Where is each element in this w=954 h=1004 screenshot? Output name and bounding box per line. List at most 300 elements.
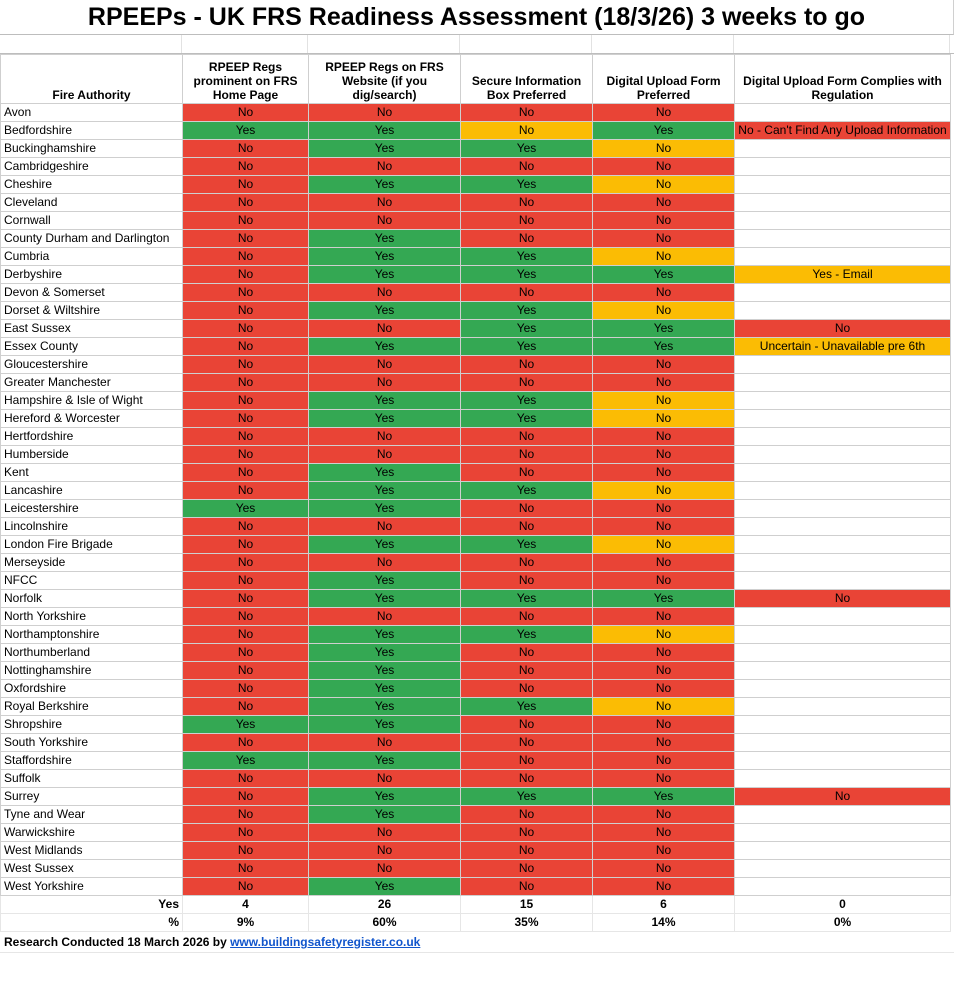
upload-form-cell[interactable]: No bbox=[593, 644, 735, 662]
fire-authority-cell[interactable]: East Sussex bbox=[1, 320, 183, 338]
home-page-cell[interactable]: No bbox=[183, 446, 309, 464]
complies-cell[interactable] bbox=[735, 680, 951, 698]
website-cell[interactable]: No bbox=[309, 428, 461, 446]
fire-authority-cell[interactable]: West Sussex bbox=[1, 860, 183, 878]
website-cell[interactable]: No bbox=[309, 356, 461, 374]
percent-value[interactable]: 60% bbox=[309, 914, 461, 932]
percent-label[interactable]: % bbox=[1, 914, 183, 932]
fire-authority-cell[interactable]: Oxfordshire bbox=[1, 680, 183, 698]
fire-authority-cell[interactable]: Lancashire bbox=[1, 482, 183, 500]
upload-form-cell[interactable]: No bbox=[593, 878, 735, 896]
home-page-cell[interactable]: No bbox=[183, 212, 309, 230]
fire-authority-cell[interactable]: Suffolk bbox=[1, 770, 183, 788]
info-box-cell[interactable]: No bbox=[461, 662, 593, 680]
info-box-cell[interactable]: Yes bbox=[461, 302, 593, 320]
website-cell[interactable]: Yes bbox=[309, 788, 461, 806]
header-upload-form[interactable]: Digital Upload Form Preferred bbox=[593, 55, 735, 104]
complies-cell[interactable] bbox=[735, 518, 951, 536]
info-box-cell[interactable]: No bbox=[461, 842, 593, 860]
complies-cell[interactable]: Uncertain - Unavailable pre 6th bbox=[735, 338, 951, 356]
complies-cell[interactable] bbox=[735, 176, 951, 194]
website-cell[interactable]: Yes bbox=[309, 248, 461, 266]
home-page-cell[interactable]: No bbox=[183, 842, 309, 860]
info-box-cell[interactable]: No bbox=[461, 230, 593, 248]
home-page-cell[interactable]: No bbox=[183, 284, 309, 302]
home-page-cell[interactable]: No bbox=[183, 806, 309, 824]
upload-form-cell[interactable]: No bbox=[593, 428, 735, 446]
complies-cell[interactable] bbox=[735, 770, 951, 788]
info-box-cell[interactable]: No bbox=[461, 716, 593, 734]
complies-cell[interactable] bbox=[735, 104, 951, 122]
website-cell[interactable]: No bbox=[309, 104, 461, 122]
info-box-cell[interactable]: No bbox=[461, 374, 593, 392]
info-box-cell[interactable]: No bbox=[461, 212, 593, 230]
home-page-cell[interactable]: No bbox=[183, 536, 309, 554]
fire-authority-cell[interactable]: Kent bbox=[1, 464, 183, 482]
website-cell[interactable]: Yes bbox=[309, 572, 461, 590]
fire-authority-cell[interactable]: Hertfordshire bbox=[1, 428, 183, 446]
home-page-cell[interactable]: No bbox=[183, 698, 309, 716]
complies-cell[interactable] bbox=[735, 860, 951, 878]
complies-cell[interactable] bbox=[735, 806, 951, 824]
yes-count[interactable]: 4 bbox=[183, 896, 309, 914]
fire-authority-cell[interactable]: Norfolk bbox=[1, 590, 183, 608]
website-cell[interactable]: Yes bbox=[309, 752, 461, 770]
home-page-cell[interactable]: No bbox=[183, 176, 309, 194]
fire-authority-cell[interactable]: Devon & Somerset bbox=[1, 284, 183, 302]
info-box-cell[interactable]: Yes bbox=[461, 320, 593, 338]
upload-form-cell[interactable]: No bbox=[593, 194, 735, 212]
fire-authority-cell[interactable]: Gloucestershire bbox=[1, 356, 183, 374]
fire-authority-cell[interactable]: Cheshire bbox=[1, 176, 183, 194]
percent-value[interactable]: 0% bbox=[735, 914, 951, 932]
complies-cell[interactable] bbox=[735, 446, 951, 464]
upload-form-cell[interactable]: Yes bbox=[593, 590, 735, 608]
fire-authority-cell[interactable]: Tyne and Wear bbox=[1, 806, 183, 824]
home-page-cell[interactable]: No bbox=[183, 734, 309, 752]
home-page-cell[interactable]: No bbox=[183, 194, 309, 212]
upload-form-cell[interactable]: No bbox=[593, 518, 735, 536]
fire-authority-cell[interactable]: Northamptonshire bbox=[1, 626, 183, 644]
info-box-cell[interactable]: Yes bbox=[461, 338, 593, 356]
upload-form-cell[interactable]: No bbox=[593, 608, 735, 626]
header-row bbox=[1, 55, 951, 104]
yes-count[interactable]: 15 bbox=[461, 896, 593, 914]
upload-form-cell[interactable]: No bbox=[593, 104, 735, 122]
info-box-cell[interactable]: No bbox=[461, 464, 593, 482]
home-page-cell[interactable]: No bbox=[183, 608, 309, 626]
home-page-cell[interactable]: No bbox=[183, 248, 309, 266]
home-page-cell[interactable]: Yes bbox=[183, 752, 309, 770]
upload-form-cell[interactable]: Yes bbox=[593, 338, 735, 356]
home-page-cell[interactable]: Yes bbox=[183, 122, 309, 140]
website-cell[interactable]: Yes bbox=[309, 122, 461, 140]
complies-cell[interactable] bbox=[735, 716, 951, 734]
website-cell[interactable]: No bbox=[309, 554, 461, 572]
info-box-cell[interactable]: No bbox=[461, 500, 593, 518]
complies-cell[interactable] bbox=[735, 392, 951, 410]
percent-value[interactable]: 14% bbox=[593, 914, 735, 932]
upload-form-cell[interactable]: No bbox=[593, 158, 735, 176]
home-page-cell[interactable]: No bbox=[183, 662, 309, 680]
complies-cell[interactable] bbox=[735, 194, 951, 212]
info-box-cell[interactable]: Yes bbox=[461, 248, 593, 266]
website-cell[interactable]: No bbox=[309, 194, 461, 212]
info-box-cell[interactable]: No bbox=[461, 356, 593, 374]
info-box-cell[interactable]: No bbox=[461, 644, 593, 662]
fire-authority-cell[interactable]: London Fire Brigade bbox=[1, 536, 183, 554]
home-page-cell[interactable]: No bbox=[183, 392, 309, 410]
info-box-cell[interactable]: No bbox=[461, 122, 593, 140]
info-box-cell[interactable]: No bbox=[461, 824, 593, 842]
fire-authority-cell[interactable]: South Yorkshire bbox=[1, 734, 183, 752]
website-cell[interactable]: Yes bbox=[309, 302, 461, 320]
upload-form-cell[interactable]: No bbox=[593, 572, 735, 590]
table-row bbox=[1, 104, 951, 122]
complies-cell[interactable] bbox=[735, 302, 951, 320]
website-cell[interactable]: Yes bbox=[309, 536, 461, 554]
website-cell[interactable]: No bbox=[309, 518, 461, 536]
complies-cell[interactable] bbox=[735, 140, 951, 158]
home-page-cell[interactable]: No bbox=[183, 878, 309, 896]
home-page-cell[interactable]: Yes bbox=[183, 716, 309, 734]
upload-form-cell[interactable]: No bbox=[593, 248, 735, 266]
upload-form-cell[interactable]: No bbox=[593, 446, 735, 464]
fire-authority-cell[interactable]: Humberside bbox=[1, 446, 183, 464]
fire-authority-cell[interactable]: Royal Berkshire bbox=[1, 698, 183, 716]
table-row bbox=[1, 338, 951, 356]
info-box-cell[interactable]: No bbox=[461, 608, 593, 626]
upload-form-cell[interactable]: No bbox=[593, 464, 735, 482]
fire-authority-cell[interactable]: Staffordshire bbox=[1, 752, 183, 770]
upload-form-cell[interactable]: No bbox=[593, 554, 735, 572]
website-cell[interactable]: No bbox=[309, 770, 461, 788]
complies-cell[interactable] bbox=[735, 500, 951, 518]
upload-form-cell[interactable]: No bbox=[593, 176, 735, 194]
info-box-cell[interactable]: No bbox=[461, 104, 593, 122]
info-box-cell[interactable]: No bbox=[461, 770, 593, 788]
home-page-cell[interactable]: No bbox=[183, 518, 309, 536]
complies-cell[interactable] bbox=[735, 248, 951, 266]
website-link[interactable]: www.buildingsafetyregister.co.uk bbox=[230, 935, 421, 949]
percent-value[interactable]: 35% bbox=[461, 914, 593, 932]
website-cell[interactable]: Yes bbox=[309, 644, 461, 662]
website-cell[interactable]: Yes bbox=[309, 806, 461, 824]
complies-cell[interactable] bbox=[735, 482, 951, 500]
website-cell[interactable]: Yes bbox=[309, 626, 461, 644]
fire-authority-cell[interactable]: Shropshire bbox=[1, 716, 183, 734]
upload-form-cell[interactable]: No bbox=[593, 824, 735, 842]
complies-cell[interactable] bbox=[735, 734, 951, 752]
info-box-cell[interactable]: Yes bbox=[461, 590, 593, 608]
upload-form-cell[interactable]: Yes bbox=[593, 122, 735, 140]
complies-cell[interactable] bbox=[735, 410, 951, 428]
complies-cell[interactable] bbox=[735, 428, 951, 446]
table-row bbox=[1, 230, 951, 248]
complies-cell[interactable] bbox=[735, 554, 951, 572]
info-box-cell[interactable]: No bbox=[461, 158, 593, 176]
complies-cell[interactable]: No bbox=[735, 788, 951, 806]
upload-form-cell[interactable]: No bbox=[593, 500, 735, 518]
complies-cell[interactable] bbox=[735, 752, 951, 770]
upload-form-cell[interactable]: No bbox=[593, 680, 735, 698]
info-box-cell[interactable]: Yes bbox=[461, 410, 593, 428]
table-row bbox=[1, 428, 951, 446]
header-fire-authority[interactable]: Fire Authority bbox=[1, 55, 183, 104]
percent-value[interactable]: 9% bbox=[183, 914, 309, 932]
home-page-cell[interactable]: No bbox=[183, 230, 309, 248]
home-page-cell[interactable]: No bbox=[183, 860, 309, 878]
upload-form-cell[interactable]: No bbox=[593, 284, 735, 302]
table-row bbox=[1, 284, 951, 302]
info-box-cell[interactable]: No bbox=[461, 860, 593, 878]
website-cell[interactable]: Yes bbox=[309, 590, 461, 608]
fire-authority-cell[interactable]: Derbyshire bbox=[1, 266, 183, 284]
fire-authority-cell[interactable]: Surrey bbox=[1, 788, 183, 806]
website-cell[interactable]: Yes bbox=[309, 680, 461, 698]
home-page-cell[interactable]: No bbox=[183, 374, 309, 392]
yes-count[interactable]: 6 bbox=[593, 896, 735, 914]
fire-authority-cell[interactable]: Cornwall bbox=[1, 212, 183, 230]
complies-cell[interactable] bbox=[735, 284, 951, 302]
complies-cell[interactable] bbox=[735, 644, 951, 662]
fire-authority-cell[interactable]: Dorset & Wiltshire bbox=[1, 302, 183, 320]
complies-cell[interactable] bbox=[735, 662, 951, 680]
website-cell[interactable]: Yes bbox=[309, 482, 461, 500]
table-row bbox=[1, 158, 951, 176]
info-box-cell[interactable]: Yes bbox=[461, 698, 593, 716]
table-row bbox=[1, 194, 951, 212]
footer-text: Research Conducted 18 March 2026 by bbox=[4, 935, 231, 949]
home-page-cell[interactable]: No bbox=[183, 158, 309, 176]
fire-authority-cell[interactable]: Leicestershire bbox=[1, 500, 183, 518]
info-box-cell[interactable]: No bbox=[461, 572, 593, 590]
home-page-cell[interactable]: No bbox=[183, 320, 309, 338]
website-cell[interactable]: No bbox=[309, 824, 461, 842]
table-row bbox=[1, 554, 951, 572]
fire-authority-cell[interactable]: Hampshire & Isle of Wight bbox=[1, 392, 183, 410]
info-box-cell[interactable]: Yes bbox=[461, 140, 593, 158]
fire-authority-cell[interactable]: Buckinghamshire bbox=[1, 140, 183, 158]
yes-label[interactable]: Yes bbox=[1, 896, 183, 914]
complies-cell[interactable] bbox=[735, 572, 951, 590]
home-page-cell[interactable]: No bbox=[183, 680, 309, 698]
website-cell[interactable]: No bbox=[309, 842, 461, 860]
website-cell[interactable]: Yes bbox=[309, 266, 461, 284]
upload-form-cell[interactable]: Yes bbox=[593, 788, 735, 806]
complies-cell[interactable] bbox=[735, 374, 951, 392]
info-box-cell[interactable]: No bbox=[461, 428, 593, 446]
table-row bbox=[1, 878, 951, 896]
info-box-cell[interactable]: No bbox=[461, 752, 593, 770]
website-cell[interactable]: No bbox=[309, 734, 461, 752]
table-row bbox=[1, 212, 951, 230]
home-page-cell[interactable]: No bbox=[183, 266, 309, 284]
info-box-cell[interactable]: Yes bbox=[461, 176, 593, 194]
table-row bbox=[1, 410, 951, 428]
readiness-table bbox=[0, 54, 951, 932]
complies-cell[interactable] bbox=[735, 230, 951, 248]
website-cell[interactable]: Yes bbox=[309, 230, 461, 248]
fire-authority-cell[interactable]: Avon bbox=[1, 104, 183, 122]
website-cell[interactable]: No bbox=[309, 212, 461, 230]
home-page-cell[interactable]: Yes bbox=[183, 500, 309, 518]
complies-cell[interactable] bbox=[735, 608, 951, 626]
info-box-cell[interactable]: Yes bbox=[461, 266, 593, 284]
upload-form-cell[interactable]: No bbox=[593, 140, 735, 158]
upload-form-cell[interactable]: No bbox=[593, 752, 735, 770]
fire-authority-cell[interactable]: Nottinghamshire bbox=[1, 662, 183, 680]
info-box-cell[interactable]: Yes bbox=[461, 482, 593, 500]
complies-cell[interactable] bbox=[735, 698, 951, 716]
upload-form-cell[interactable]: No bbox=[593, 356, 735, 374]
home-page-cell[interactable]: No bbox=[183, 356, 309, 374]
home-page-cell[interactable]: No bbox=[183, 302, 309, 320]
complies-cell[interactable] bbox=[735, 824, 951, 842]
upload-form-cell[interactable]: No bbox=[593, 698, 735, 716]
info-box-cell[interactable]: Yes bbox=[461, 392, 593, 410]
website-cell[interactable]: Yes bbox=[309, 878, 461, 896]
website-cell[interactable]: Yes bbox=[309, 392, 461, 410]
upload-form-cell[interactable]: No bbox=[593, 410, 735, 428]
website-cell[interactable]: No bbox=[309, 860, 461, 878]
info-box-cell[interactable]: Yes bbox=[461, 626, 593, 644]
blank-row bbox=[0, 35, 954, 54]
complies-cell[interactable] bbox=[735, 212, 951, 230]
complies-cell[interactable] bbox=[735, 878, 951, 896]
home-page-cell[interactable]: No bbox=[183, 644, 309, 662]
upload-form-cell[interactable]: No bbox=[593, 230, 735, 248]
complies-cell[interactable] bbox=[735, 842, 951, 860]
complies-cell[interactable] bbox=[735, 626, 951, 644]
fire-authority-cell[interactable]: West Midlands bbox=[1, 842, 183, 860]
upload-form-cell[interactable]: No bbox=[593, 716, 735, 734]
upload-form-cell[interactable]: No bbox=[593, 392, 735, 410]
website-cell[interactable]: No bbox=[309, 608, 461, 626]
website-cell[interactable]: Yes bbox=[309, 500, 461, 518]
upload-form-cell[interactable]: Yes bbox=[593, 266, 735, 284]
info-box-cell[interactable]: No bbox=[461, 284, 593, 302]
info-box-cell[interactable]: Yes bbox=[461, 536, 593, 554]
yes-count[interactable]: 26 bbox=[309, 896, 461, 914]
info-box-cell[interactable]: No bbox=[461, 680, 593, 698]
upload-form-cell[interactable]: No bbox=[593, 374, 735, 392]
website-cell[interactable]: No bbox=[309, 446, 461, 464]
upload-form-cell[interactable]: No bbox=[593, 662, 735, 680]
upload-form-cell[interactable]: No bbox=[593, 212, 735, 230]
website-cell[interactable]: Yes bbox=[309, 338, 461, 356]
info-box-cell[interactable]: Yes bbox=[461, 788, 593, 806]
upload-form-cell[interactable]: No bbox=[593, 482, 735, 500]
info-box-cell[interactable]: No bbox=[461, 194, 593, 212]
upload-form-cell[interactable]: No bbox=[593, 626, 735, 644]
home-page-cell[interactable]: No bbox=[183, 140, 309, 158]
website-cell[interactable]: Yes bbox=[309, 662, 461, 680]
complies-cell[interactable] bbox=[735, 464, 951, 482]
upload-form-cell[interactable]: No bbox=[593, 536, 735, 554]
header-home-page[interactable]: RPEEP Regs prominent on FRS Home Page bbox=[183, 55, 309, 104]
fire-authority-cell[interactable]: County Durham and Darlington bbox=[1, 230, 183, 248]
home-page-cell[interactable]: No bbox=[183, 464, 309, 482]
fire-authority-cell[interactable]: Northumberland bbox=[1, 644, 183, 662]
table-row bbox=[1, 662, 951, 680]
website-cell[interactable]: Yes bbox=[309, 176, 461, 194]
fire-authority-cell[interactable]: Merseyside bbox=[1, 554, 183, 572]
info-box-cell[interactable]: No bbox=[461, 554, 593, 572]
yes-count[interactable]: 0 bbox=[735, 896, 951, 914]
complies-cell[interactable] bbox=[735, 536, 951, 554]
info-box-cell[interactable]: No bbox=[461, 446, 593, 464]
upload-form-cell[interactable]: Yes bbox=[593, 320, 735, 338]
website-cell[interactable]: Yes bbox=[309, 140, 461, 158]
fire-authority-cell[interactable]: Essex County bbox=[1, 338, 183, 356]
table-row bbox=[1, 320, 951, 338]
home-page-cell[interactable]: No bbox=[183, 626, 309, 644]
home-page-cell[interactable]: No bbox=[183, 590, 309, 608]
fire-authority-cell[interactable]: Warwickshire bbox=[1, 824, 183, 842]
complies-cell[interactable]: Yes - Email bbox=[735, 266, 951, 284]
upload-form-cell[interactable]: No bbox=[593, 302, 735, 320]
fire-authority-cell[interactable]: North Yorkshire bbox=[1, 608, 183, 626]
fire-authority-cell[interactable]: Cambridgeshire bbox=[1, 158, 183, 176]
home-page-cell[interactable]: No bbox=[183, 410, 309, 428]
complies-cell[interactable] bbox=[735, 356, 951, 374]
info-box-cell[interactable]: No bbox=[461, 518, 593, 536]
info-box-cell[interactable]: No bbox=[461, 806, 593, 824]
fire-authority-cell[interactable]: Cleveland bbox=[1, 194, 183, 212]
header-complies[interactable]: Digital Upload Form Complies with Regulation bbox=[735, 55, 951, 104]
upload-form-cell[interactable]: No bbox=[593, 842, 735, 860]
home-page-cell[interactable]: No bbox=[183, 104, 309, 122]
fire-authority-cell[interactable]: Hereford & Worcester bbox=[1, 410, 183, 428]
header-info-box[interactable]: Secure Information Box Preferred bbox=[461, 55, 593, 104]
home-page-cell[interactable]: No bbox=[183, 338, 309, 356]
upload-form-cell[interactable]: No bbox=[593, 806, 735, 824]
complies-cell[interactable]: No bbox=[735, 590, 951, 608]
home-page-cell[interactable]: No bbox=[183, 824, 309, 842]
home-page-cell[interactable]: No bbox=[183, 788, 309, 806]
website-cell[interactable]: Yes bbox=[309, 464, 461, 482]
upload-form-cell[interactable]: No bbox=[593, 860, 735, 878]
website-cell[interactable]: No bbox=[309, 320, 461, 338]
website-cell[interactable]: No bbox=[309, 284, 461, 302]
home-page-cell[interactable]: No bbox=[183, 572, 309, 590]
website-cell[interactable]: Yes bbox=[309, 716, 461, 734]
website-cell[interactable]: Yes bbox=[309, 698, 461, 716]
complies-cell[interactable]: No bbox=[735, 320, 951, 338]
fire-authority-cell[interactable]: West Yorkshire bbox=[1, 878, 183, 896]
home-page-cell[interactable]: No bbox=[183, 554, 309, 572]
website-cell[interactable]: No bbox=[309, 374, 461, 392]
complies-cell[interactable]: No - Can't Find Any Upload Information bbox=[735, 122, 951, 140]
home-page-cell[interactable]: No bbox=[183, 770, 309, 788]
fire-authority-cell[interactable]: Bedfordshire bbox=[1, 122, 183, 140]
fire-authority-cell[interactable]: Lincolnshire bbox=[1, 518, 183, 536]
home-page-cell[interactable]: No bbox=[183, 482, 309, 500]
fire-authority-cell[interactable]: Cumbria bbox=[1, 248, 183, 266]
upload-form-cell[interactable]: No bbox=[593, 770, 735, 788]
upload-form-cell[interactable]: No bbox=[593, 734, 735, 752]
header-website[interactable]: RPEEP Regs on FRS Website (if you dig/search) bbox=[309, 55, 461, 104]
complies-cell[interactable] bbox=[735, 158, 951, 176]
fire-authority-cell[interactable]: Greater Manchester bbox=[1, 374, 183, 392]
info-box-cell[interactable]: No bbox=[461, 878, 593, 896]
website-cell[interactable]: Yes bbox=[309, 410, 461, 428]
website-cell[interactable]: No bbox=[309, 158, 461, 176]
info-box-cell[interactable]: No bbox=[461, 734, 593, 752]
fire-authority-cell[interactable]: NFCC bbox=[1, 572, 183, 590]
home-page-cell[interactable]: No bbox=[183, 428, 309, 446]
